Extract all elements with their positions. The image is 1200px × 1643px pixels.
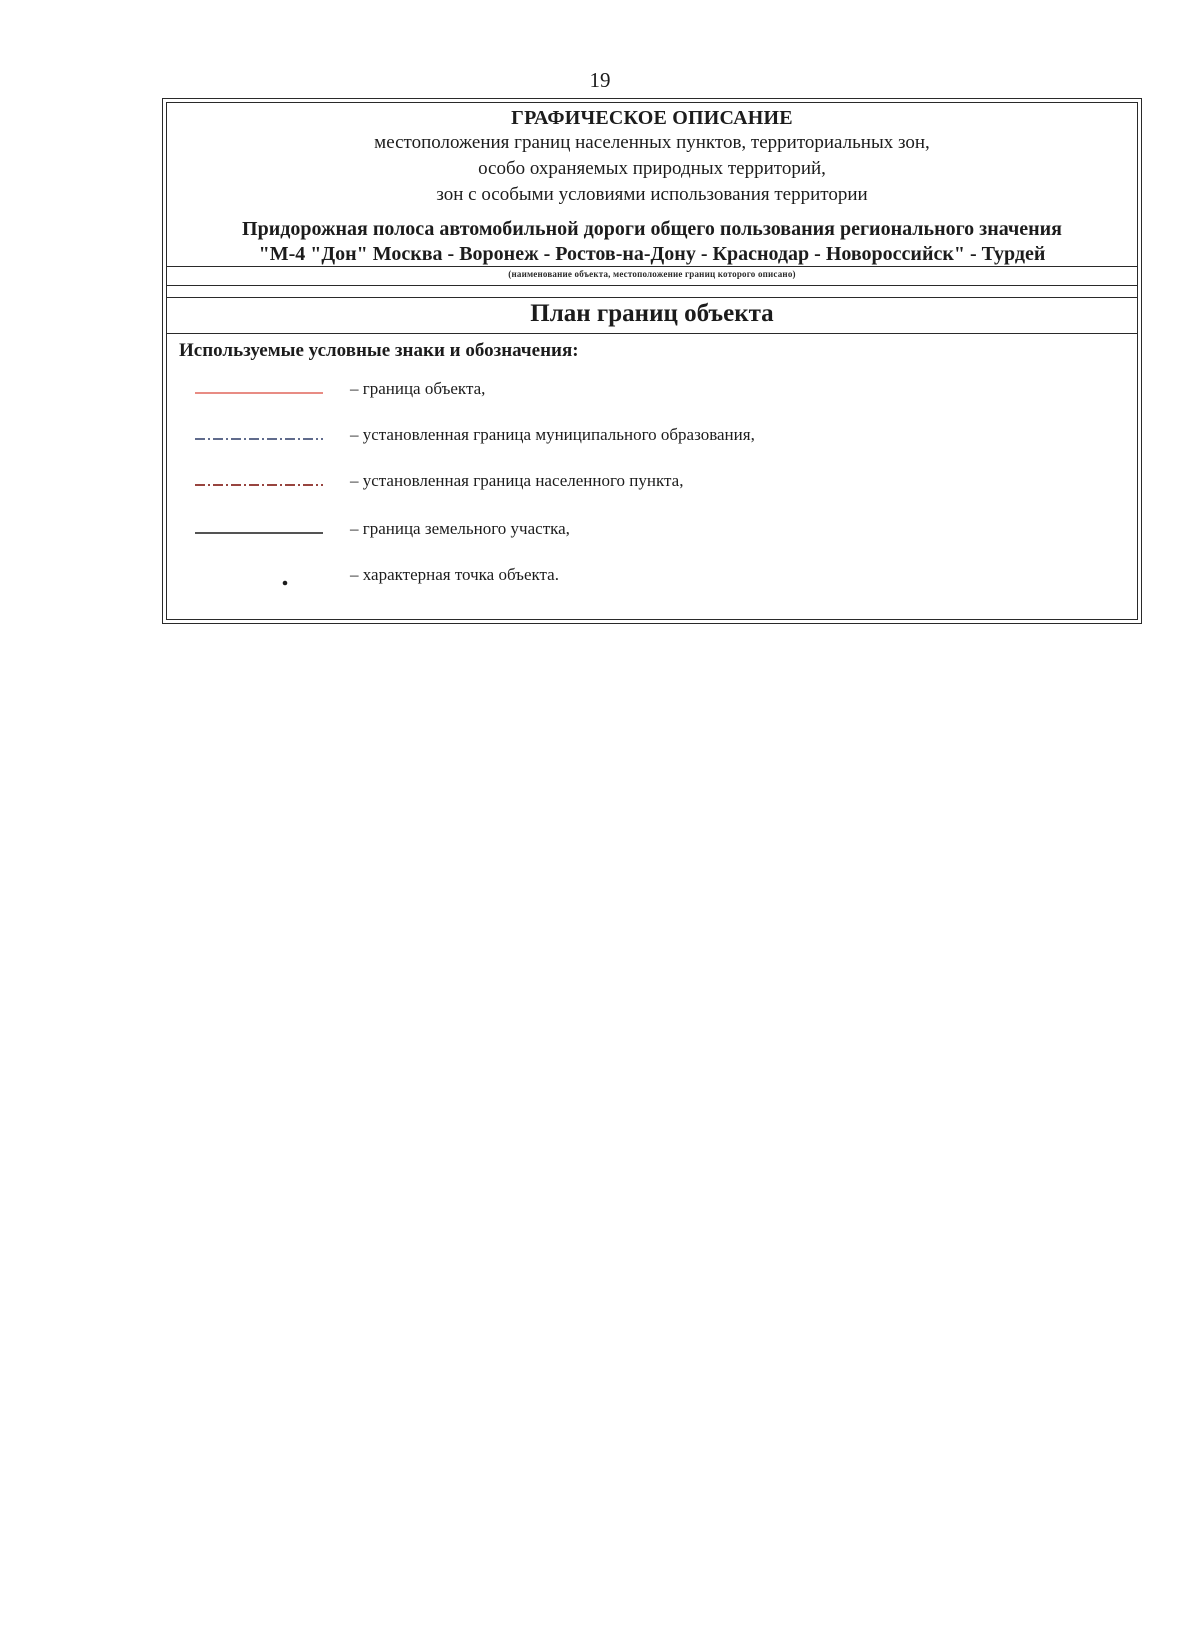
object-boundary-line-icon	[195, 375, 323, 405]
legend-item	[167, 561, 1137, 591]
header-block	[167, 103, 1137, 267]
legend-label: – граница земельного участка,	[350, 519, 570, 538]
divider	[167, 297, 1137, 298]
subtitle-line-1: местоположения границ населенных пунктов, территориальных зон,	[374, 132, 930, 153]
divider	[167, 285, 1137, 286]
plan-title: План границ объекта	[530, 300, 774, 327]
municipal-boundary-line-icon	[195, 421, 323, 451]
legend-label: – установленная граница муниципального образования,	[350, 425, 755, 444]
document-frame	[162, 98, 1142, 624]
document-frame-inner	[166, 102, 1138, 620]
legend-heading: Используемые условные знаки и обозначения:	[179, 340, 579, 361]
characteristic-point-icon	[195, 561, 323, 591]
land-plot-boundary-line-icon	[195, 515, 323, 545]
legend-item	[167, 375, 1137, 405]
legend-label: – граница объекта,	[350, 379, 486, 398]
divider	[167, 333, 1137, 334]
legend-label: – установленная граница населенного пункта,	[350, 471, 684, 490]
divider	[167, 266, 1137, 267]
legend-item	[167, 421, 1137, 451]
subtitle-line-3: зон с особыми условиями использования территории	[436, 184, 868, 205]
page-number: 19	[589, 68, 611, 92]
legend-item	[167, 515, 1137, 545]
subtitle-line-2: особо охраняемых природных территорий,	[478, 158, 826, 179]
legend-label: – характерная точка объекта.	[350, 565, 559, 584]
document-title: ГРАФИЧЕСКОЕ ОПИСАНИЕ	[511, 107, 793, 129]
object-name-line-1: Придорожная полоса автомобильной дороги общего пользования регионального значения	[242, 218, 1062, 240]
object-name-caption: (наименование объекта, местоположение границ которого описано)	[508, 269, 796, 279]
object-name-line-2: "М-4 "Дон" Москва - Воронеж - Ростов-на-Дону - Краснодар - Новороссийск" - Турдей	[258, 243, 1046, 265]
legend-item	[167, 467, 1137, 497]
settlement-boundary-line-icon	[195, 467, 323, 497]
